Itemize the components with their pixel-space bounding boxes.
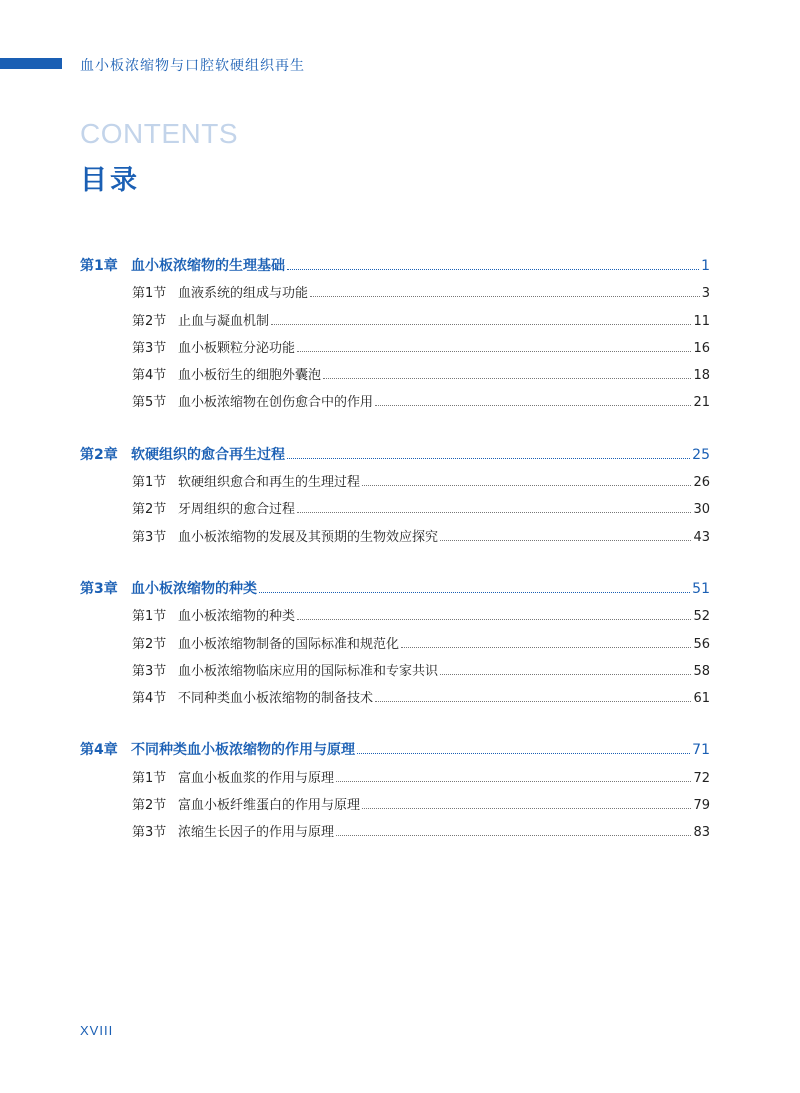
toc-section-entry-number: 第1节 [132, 475, 167, 491]
toc-section-entry-number: 第2节 [132, 313, 167, 329]
toc-section-entry-number: 第2节 [132, 636, 167, 652]
toc-section-entry[interactable] [80, 660, 710, 687]
toc-section-entry[interactable] [80, 391, 710, 418]
toc-section-entry-number: 第5节 [132, 395, 167, 411]
toc-section-entry-page: 58 [693, 663, 710, 679]
dot-leader [336, 835, 691, 836]
chapter-group [80, 739, 710, 848]
toc-section-entry-page: 18 [693, 368, 710, 384]
toc-chapter-entry-title: 不同种类血小板浓缩物的作用与原理 [131, 742, 355, 759]
toc-chapter-entry-page: 51 [692, 580, 710, 597]
toc-section-entry[interactable] [80, 282, 710, 309]
toc-section-entry-page: 83 [693, 825, 710, 841]
toc-section-entry-title: 浓缩生长因子的作用与原理 [178, 825, 335, 841]
toc-section-entry[interactable] [80, 471, 710, 498]
toc-section-entry-title: 富血小板纤维蛋白的作用与原理 [178, 798, 361, 814]
dot-leader [310, 296, 700, 297]
toc-section-entry-page: 56 [693, 636, 710, 652]
toc-section-entry-page: 79 [693, 798, 710, 814]
toc-section-entry-title: 血小板浓缩物的发展及其预期的生物效应探究 [178, 529, 439, 545]
toc-section-entry[interactable] [80, 794, 710, 821]
dot-leader [259, 592, 690, 593]
toc-section-entry-title: 血小板颗粒分泌功能 [178, 340, 296, 356]
toc-chapter-entry-number: 第1章 [80, 258, 118, 274]
dot-leader [375, 405, 691, 406]
dot-leader [287, 269, 699, 270]
toc-section-entry-page: 11 [693, 313, 710, 329]
dot-leader [362, 808, 691, 809]
toc-section-entry-title: 血液系统的组成与功能 [178, 286, 309, 302]
toc-section-entry[interactable] [80, 526, 710, 553]
toc-section-entry-number: 第1节 [132, 770, 167, 786]
dot-leader [336, 781, 691, 782]
toc-chapter-entry[interactable] [80, 444, 710, 471]
toc-section-entry-number: 第1节 [132, 609, 167, 625]
toc-section-entry-number: 第1节 [132, 286, 167, 302]
toc-section-entry-title: 血小板衍生的细胞外囊泡 [178, 368, 322, 384]
dot-leader [362, 485, 691, 486]
dot-leader [297, 351, 691, 352]
toc-section-entry-title: 牙周组织的愈合过程 [178, 502, 296, 518]
toc-section-entry[interactable] [80, 687, 710, 714]
page-number: XVIII [80, 1023, 114, 1038]
running-title: 血小板浓缩物与口腔软硬组织再生 [80, 58, 305, 74]
chapter-group [80, 578, 710, 714]
dot-leader [401, 647, 691, 648]
toc-chapter-entry-page: 25 [692, 446, 710, 463]
toc-chapter-entry-number: 第4章 [80, 742, 118, 759]
toc-section-entry-number: 第2节 [132, 798, 167, 814]
chapter-group [80, 255, 710, 419]
toc-chapter-entry[interactable] [80, 578, 710, 605]
toc-section-entry[interactable] [80, 605, 710, 632]
toc-chapter-entry-page: 71 [692, 742, 710, 759]
table-of-contents [80, 255, 710, 874]
contents-heading-english: CONTENTS [80, 118, 238, 149]
toc-section-entry-page: 30 [693, 502, 710, 518]
toc-section-entry-title: 血小板浓缩物的种类 [178, 609, 296, 625]
toc-chapter-entry[interactable] [80, 255, 710, 282]
toc-section-entry[interactable] [80, 633, 710, 660]
toc-section-entry-page: 61 [693, 691, 710, 707]
dot-leader [287, 458, 690, 459]
dot-leader [297, 619, 691, 620]
toc-section-entry-page: 16 [693, 340, 710, 356]
toc-section-entry-number: 第2节 [132, 502, 167, 518]
contents-heading-chinese: 目录 [80, 165, 140, 196]
toc-section-entry[interactable] [80, 498, 710, 525]
toc-chapter-entry-title: 血小板浓缩物的种类 [131, 580, 257, 597]
toc-section-entry-title: 血小板浓缩物制备的国际标准和规范化 [178, 636, 400, 652]
toc-section-entry-number: 第4节 [132, 368, 167, 384]
toc-section-entry-page: 52 [693, 609, 710, 625]
toc-chapter-entry-number: 第2章 [80, 446, 118, 463]
toc-section-entry-number: 第3节 [132, 529, 167, 545]
toc-section-entry-page: 72 [693, 770, 710, 786]
dot-leader [440, 674, 691, 675]
toc-section-entry-title: 不同种类血小板浓缩物的制备技术 [178, 691, 374, 707]
dot-leader [375, 701, 691, 702]
toc-section-entry[interactable] [80, 337, 710, 364]
toc-chapter-entry-number: 第3章 [80, 580, 118, 597]
chapter-group [80, 444, 710, 553]
toc-section-entry-title: 血小板浓缩物在创伤愈合中的作用 [178, 395, 374, 411]
toc-section-entry[interactable] [80, 310, 710, 337]
toc-section-entry-number: 第3节 [132, 340, 167, 356]
toc-chapter-entry-title: 软硬组织的愈合再生过程 [131, 446, 285, 463]
header-accent-bar [0, 58, 62, 69]
dot-leader [297, 512, 691, 513]
toc-section-entry[interactable] [80, 364, 710, 391]
toc-section-entry-title: 血小板浓缩物临床应用的国际标准和专家共识 [178, 663, 439, 679]
toc-section-entry-number: 第3节 [132, 663, 167, 679]
toc-section-entry-number: 第3节 [132, 825, 167, 841]
toc-chapter-entry-page: 1 [701, 258, 710, 274]
toc-chapter-entry-title: 血小板浓缩物的生理基础 [131, 258, 285, 274]
dot-leader [323, 378, 691, 379]
toc-section-entry-title: 止血与凝血机制 [178, 313, 270, 329]
toc-section-entry-page: 21 [693, 395, 710, 411]
toc-section-entry-number: 第4节 [132, 691, 167, 707]
toc-section-entry[interactable] [80, 821, 710, 848]
toc-section-entry-title: 富血小板血浆的作用与原理 [178, 770, 335, 786]
toc-section-entry[interactable] [80, 767, 710, 794]
dot-leader [271, 324, 691, 325]
toc-section-entry-page: 3 [701, 286, 710, 302]
toc-section-entry-page: 43 [693, 529, 710, 545]
toc-section-entry-page: 26 [693, 475, 710, 491]
dot-leader [357, 753, 690, 754]
toc-chapter-entry[interactable] [80, 739, 710, 766]
dot-leader [440, 540, 691, 541]
toc-section-entry-title: 软硬组织愈合和再生的生理过程 [178, 475, 361, 491]
